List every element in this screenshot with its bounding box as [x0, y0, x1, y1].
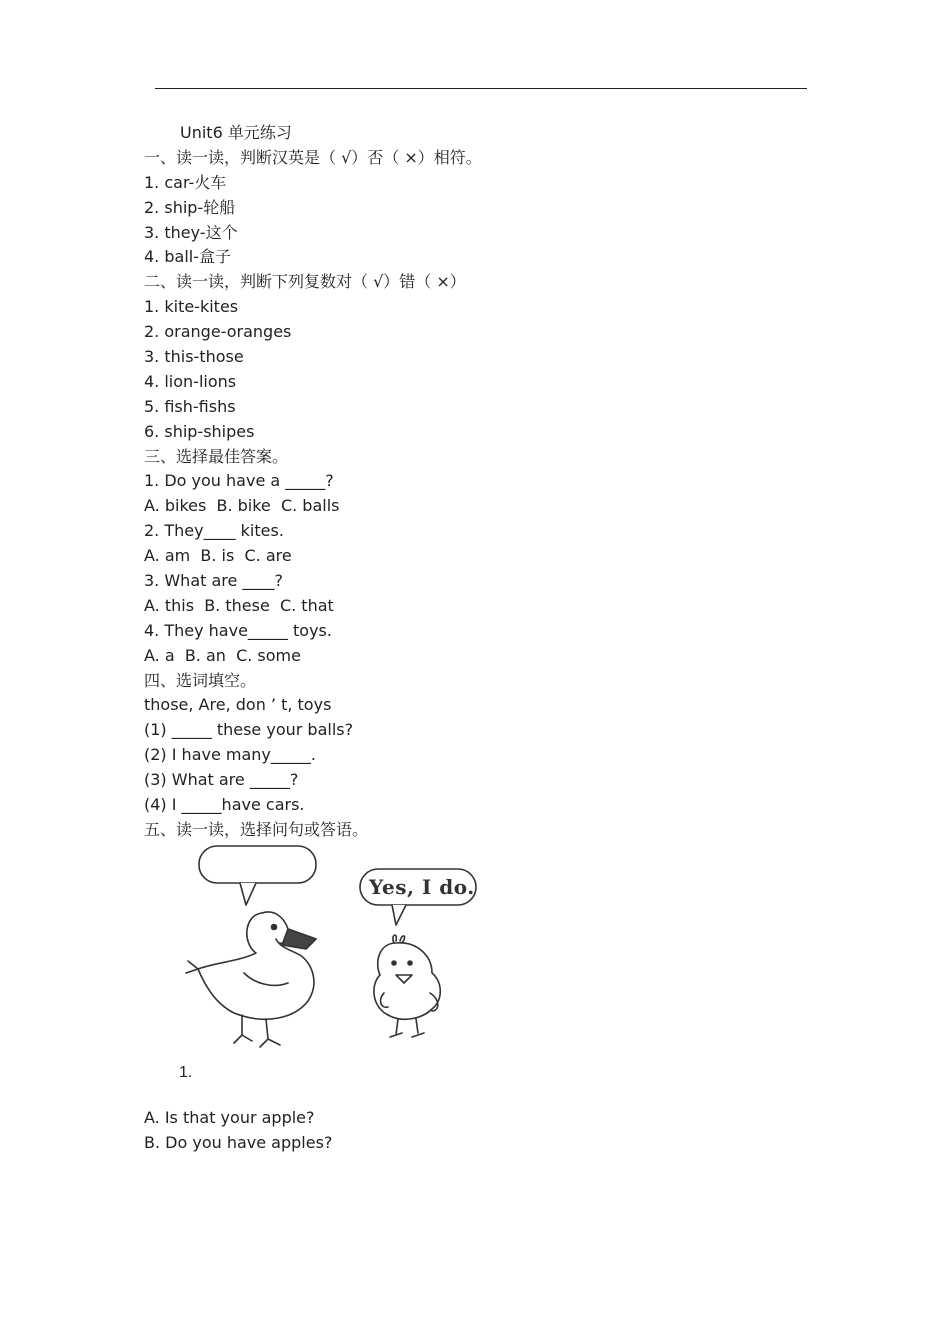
duck-wing [244, 973, 288, 985]
section3-options: A. a B. an C. some [144, 645, 301, 665]
word-bank: those, Are, don ’ t, toys [144, 695, 332, 715]
chick-beak [396, 975, 412, 983]
chick-right-eye [408, 961, 412, 965]
section3-question: 4. They have_____ toys. [144, 620, 332, 640]
section3-options: A. this B. these C. that [144, 595, 334, 615]
section1-item: 3. they-这个 [144, 222, 238, 242]
section2-item: 4. lion-lions [144, 371, 237, 391]
duck-eye [272, 924, 277, 929]
duck-beak [282, 929, 316, 949]
header-rule [155, 88, 807, 89]
chick-feet [390, 1019, 424, 1037]
section3-question: 1. Do you have a _____? [144, 471, 334, 491]
answer-bubble-tail [392, 905, 406, 925]
answer-option: B. Do you have apples? [144, 1132, 333, 1152]
section4-heading: 四、选词填空。 [144, 670, 257, 690]
section2-item: 1. kite-kites [144, 297, 239, 317]
chick-left-eye [392, 961, 396, 965]
figure-number-label: 1. [179, 1063, 193, 1081]
section2-heading: 二、读一读，判断下列复数对（ √）错（ ×） [144, 272, 466, 292]
section1-item: 4. ball-盒子 [144, 247, 231, 267]
chick-left-wing [381, 993, 388, 1007]
section5-heading: 五、读一读，选择问句或答语。 [144, 819, 369, 839]
section3-options: A. am B. is C. are [144, 546, 292, 566]
section3-question: 3. What are ____? [144, 571, 283, 591]
section2-item: 3. this-those [144, 347, 244, 367]
empty-bubble-tail [240, 883, 256, 905]
duck-and-chick-illustration [144, 843, 524, 1093]
section1-item: 2. ship-轮船 [144, 197, 236, 217]
duck-left-leg [234, 1015, 252, 1043]
duck-right-leg [260, 1019, 280, 1047]
section2-item: 6. ship-shipes [144, 421, 255, 441]
answer-option: A. Is that your apple? [144, 1107, 315, 1127]
duck-body [198, 913, 314, 1019]
section4-item: (1) _____ these your balls? [144, 720, 354, 740]
worksheet-title: Unit6 单元练习 [180, 123, 292, 142]
section3-heading: 三、选择最佳答案。 [144, 446, 289, 466]
section3-question: 2. They____ kites. [144, 521, 284, 541]
empty-speech-bubble [199, 846, 316, 883]
chick-tuft [393, 935, 405, 943]
section2-item: 2. orange-oranges [144, 322, 292, 342]
section4-item: (3) What are _____? [144, 770, 299, 790]
section3-options: A. bikes B. bike C. balls [144, 496, 340, 516]
section1-heading: 一、读一读，判断汉英是（ √）否（ ×）相符。 [144, 147, 482, 167]
answer-bubble-text: Yes, I do. [369, 874, 475, 899]
section1-item: 1. car-火车 [144, 172, 227, 192]
section4-item: (2) I have many_____. [144, 745, 316, 765]
duck-tail [186, 961, 198, 973]
worksheet [144, 121, 524, 1156]
section4-item: (4) I _____have cars. [144, 795, 305, 815]
section2-item: 5. fish-fishs [144, 396, 236, 416]
